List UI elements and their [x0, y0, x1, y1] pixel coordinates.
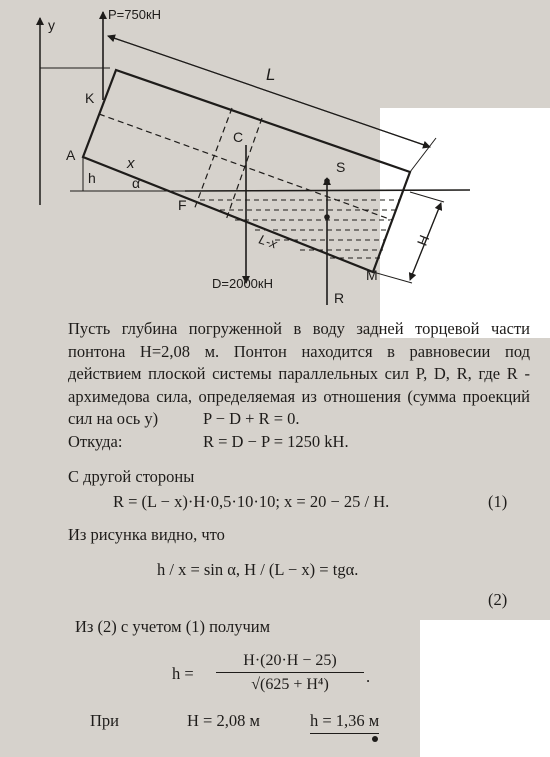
- label-f: F: [178, 197, 187, 213]
- equation-2-number: (2): [488, 590, 508, 609]
- label-a: A: [66, 147, 76, 163]
- label-m: M: [366, 267, 378, 283]
- label-h-big: H: [413, 232, 433, 249]
- equation-2: h / x = sin α, H / (L − x) = tgα.: [157, 560, 359, 579]
- label-l-x: L-x: [257, 231, 279, 252]
- label-y: y: [48, 17, 55, 33]
- point-s: [324, 178, 330, 184]
- result-fraction: [210, 652, 370, 694]
- equation-1-number: (1): [488, 492, 508, 511]
- label-k: K: [85, 90, 95, 106]
- at-label: При: [90, 711, 119, 730]
- equation-1: R = (L − x)·H·0,5·10·10; x = 20 − 25 / H.: [113, 492, 390, 511]
- whence-label: Откуда:: [68, 432, 123, 451]
- h-extension-bottom: [373, 272, 412, 283]
- label-s: S: [336, 159, 346, 175]
- label-x: x: [127, 155, 135, 172]
- paper-glare-bottom: [420, 620, 550, 757]
- fraction-lhs: h =: [172, 664, 194, 683]
- equation-balance: P − D + R = 0.: [203, 409, 300, 428]
- label-h-small: h: [88, 170, 96, 186]
- buoyancy-center-point: [324, 214, 330, 220]
- other-side-text: С другой стороны: [68, 467, 195, 486]
- pontoon-figure: [0, 0, 550, 320]
- from-2-text: Из (2) с учетом (1) получим: [75, 617, 271, 636]
- equation-r: R = D − P = 1250 kH.: [203, 432, 349, 451]
- fraction-denominator: √(625 + H⁴): [251, 676, 329, 693]
- h-extension-top: [410, 192, 444, 202]
- problem-paragraph: Пусть глубина погруженной в воду задней торцевой части понтона H=2,08 м. Понтон находится в равновесии под действием плоской системы параллельных сил P, D, R, где R - архимедова сила, определяемая из отношения (сумма проекций сил на ось y): [68, 319, 530, 428]
- l-dimension-arrow-left: [108, 36, 430, 147]
- label-l: L: [266, 65, 276, 84]
- midsection-line-1: [194, 108, 232, 210]
- water-hatching: [200, 200, 400, 258]
- bullet-dot: [372, 736, 378, 742]
- label-c: C: [233, 129, 244, 145]
- label-alpha: α: [132, 175, 141, 191]
- label-d: D=2000кН: [212, 276, 273, 291]
- midsection-line-2: [226, 118, 262, 220]
- final-result: h = 1,36 м: [310, 711, 379, 734]
- l-extension: [410, 138, 436, 172]
- fraction-numerator: H·(20·H − 25): [243, 652, 337, 669]
- fraction-end: .: [366, 667, 371, 686]
- h-value: H = 2,08 м: [187, 711, 260, 730]
- label-r: R: [334, 290, 345, 306]
- label-p: P=750кН: [108, 7, 162, 22]
- figure-shows-text: Из рисунка видно, что: [68, 525, 225, 544]
